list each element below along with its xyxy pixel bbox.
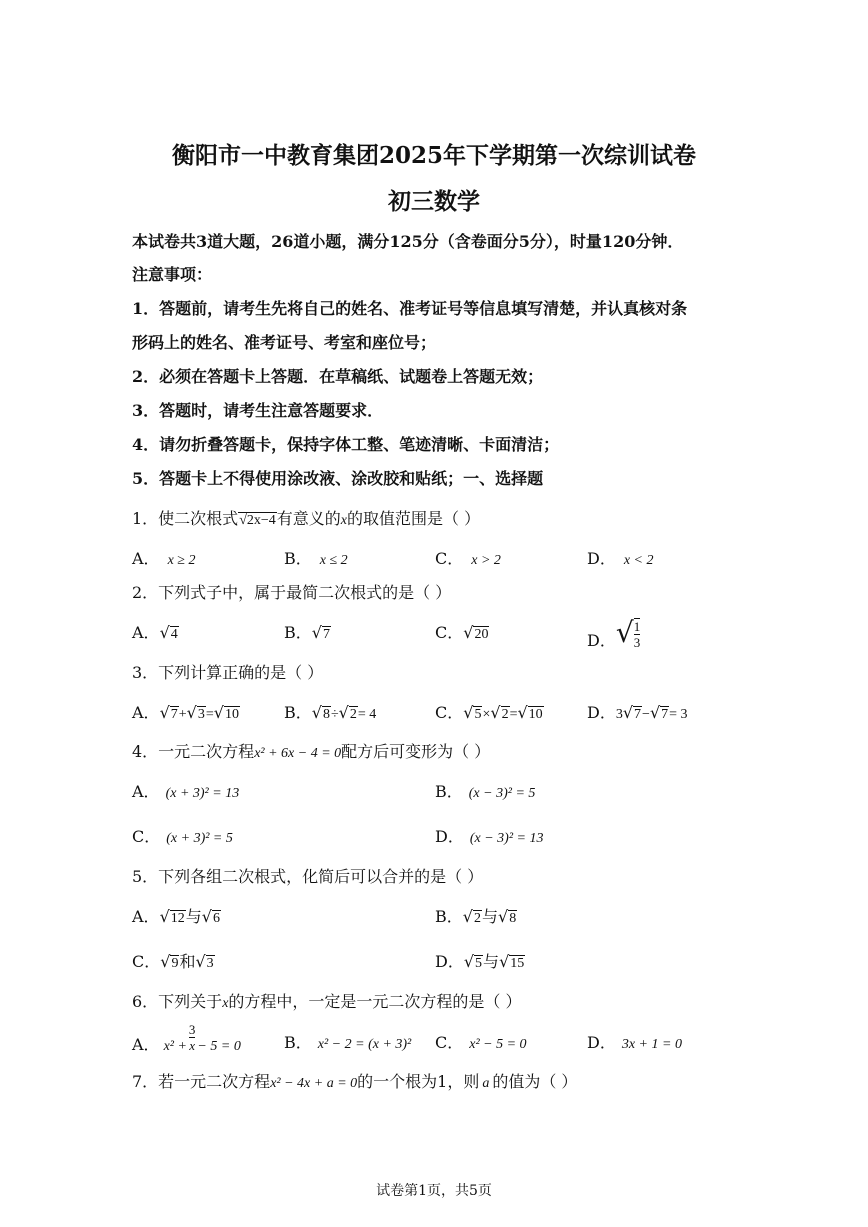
q6-option-b[interactable]: B． x² − 2 = (x + 3)²: [284, 1033, 412, 1052]
q1-option-d[interactable]: D． x < 2: [587, 549, 654, 568]
q2-option-a[interactable]: A．√4: [132, 623, 178, 642]
q4-option-b[interactable]: B． (x − 3)² = 5: [435, 782, 536, 801]
q1-option-a[interactable]: A． x ≥ 2: [132, 549, 196, 568]
q5-option-d[interactable]: D．√5与√15: [435, 952, 525, 971]
q4-option-d[interactable]: D． (x − 3)² = 13: [435, 827, 544, 846]
question-6: 6．下列关于x的方程中，一定是一元二次方程的是（ ）: [132, 992, 522, 1011]
question-5: 5．下列各组二次根式，化简后可以合并的是（ ）: [132, 867, 484, 886]
q6-option-d[interactable]: D． 3x + 1 = 0: [587, 1033, 682, 1052]
question-4: 4．一元二次方程x² + 6x − 4 = 0配方后可变形为（ ）: [132, 742, 491, 761]
q4-option-c[interactable]: C． (x + 3)² = 5: [132, 827, 233, 846]
q4-option-a[interactable]: A． (x + 3)² = 13: [132, 782, 240, 801]
note-1b: 形码上的姓名、准考证号、考室和座位号；: [132, 333, 437, 352]
q6-option-a[interactable]: A． x² + $\frac{3}{x}$ − 5 = 0: [132, 1022, 241, 1054]
q1-option-c[interactable]: C． x > 2: [435, 549, 501, 568]
note-5: 5．答题卡上不得使用涂改液、涂改胶和贴纸；一、选择题: [132, 469, 544, 488]
q5-option-b[interactable]: B．√2与√8: [435, 907, 517, 926]
radical-expression: √2x−4: [239, 513, 276, 528]
page-subtitle: 初三数学: [388, 188, 480, 215]
notes-heading: 注意事项：: [132, 265, 213, 284]
question-7: 7．若一元二次方程x² − 4x + a = 0的一个根为1，则 a 的值为（ ）: [132, 1072, 578, 1091]
q1-option-b[interactable]: B． x ≤ 2: [284, 549, 348, 568]
note-1a: 1．答题前，请考生先将自己的姓名、准考证号等信息填写清楚，并认真核对条: [132, 299, 688, 318]
q2-option-d[interactable]: D．√ $\frac{1}{3}$: [587, 616, 641, 650]
page-title: 衡阳市一中教育集团2025年下学期第一次综训试卷: [171, 142, 696, 169]
q2-option-c[interactable]: C．√20: [435, 623, 489, 642]
note-3: 3．答题时，请考生注意答题要求．: [132, 401, 384, 420]
exam-intro: 本试卷共3道大题，26道小题，满分125分（含卷面分5分），时量120分钟．: [132, 232, 684, 251]
note-4: 4．请勿折叠答题卡，保持字体工整、笔迹清晰、卡面清洁；: [132, 435, 560, 454]
q6-option-c[interactable]: C． x² − 5 = 0: [435, 1033, 527, 1052]
question-3: 3．下列计算正确的是（ ）: [132, 663, 324, 682]
q5-option-a[interactable]: A．√12与√6: [132, 907, 220, 926]
q3-option-b[interactable]: B．√8÷√2= 4: [284, 703, 377, 722]
q3-option-d[interactable]: D．3√7−√7= 3: [587, 703, 688, 722]
question-1: 1．使二次根式√2x−4有意义的x的取值范围是（ ）: [132, 509, 481, 528]
page-footer: 试卷第1页，共5页: [376, 1183, 492, 1199]
q3-option-a[interactable]: A．√7+√3=√10: [132, 703, 239, 722]
note-2: 2．必须在答题卡上答题．在草稿纸、试题卷上答题无效；: [132, 367, 544, 386]
q2-option-b[interactable]: B．√7: [284, 623, 330, 642]
question-2: 2．下列式子中，属于最简二次根式的是（ ）: [132, 583, 452, 602]
q5-option-c[interactable]: C．√9和√3: [132, 952, 214, 971]
q3-option-c[interactable]: C．√5×√2=√10: [435, 703, 543, 722]
